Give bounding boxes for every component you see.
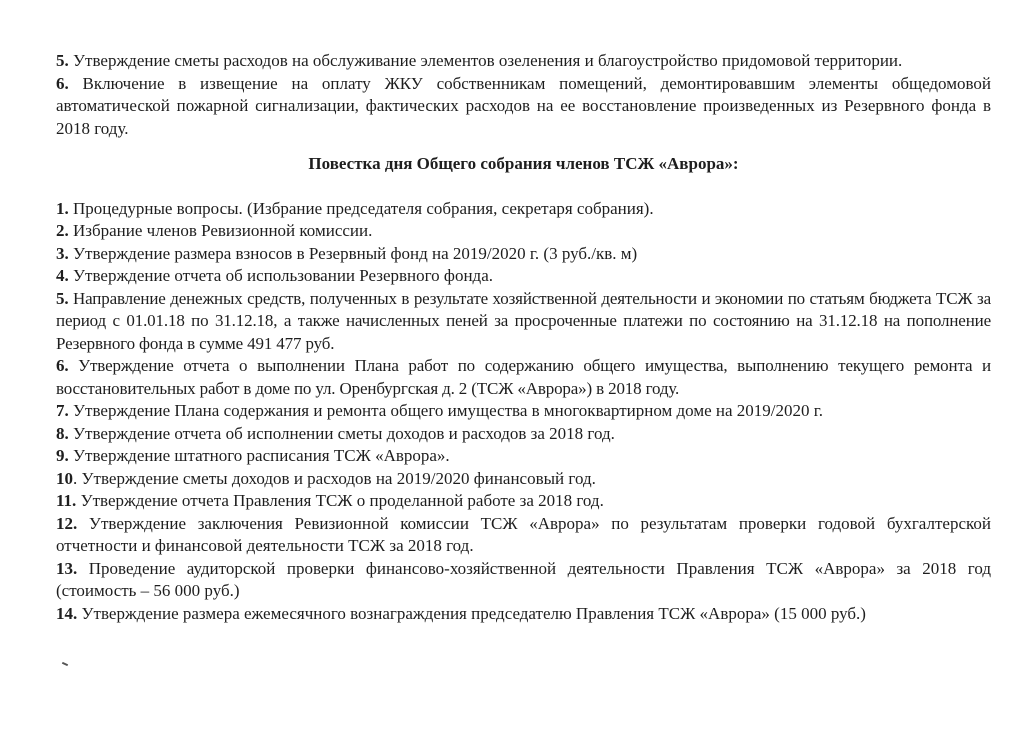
agenda-item-13 <box>56 558 991 603</box>
item-text: Утверждение отчета об использовании Резервного фонда. <box>68 266 493 285</box>
agenda-item-10 <box>56 468 991 491</box>
item-number: 5. <box>56 51 69 70</box>
item-number: 10 <box>56 468 73 488</box>
item-number: 5. <box>56 288 69 308</box>
item-number: 3. <box>56 243 69 263</box>
agenda-item-5 <box>56 288 991 356</box>
item-text: Утверждение сметы расходов на обслуживание элементов озеленения и благоустройство придомовой территории. <box>68 51 903 70</box>
item-text: Утверждение отчета Правления ТСЖ о проделанной работе за 2018 год. <box>76 491 604 510</box>
item-text: Проведение аудиторской проверки финансово-хозяйственной деятельности Правления ТСЖ «Аврора» за 2018 год (стоимость – 56 000 руб.) <box>56 558 991 600</box>
agenda-item-12 <box>56 513 991 558</box>
item-number: 12. <box>56 513 78 533</box>
item-text: Утверждение штатного расписания ТСЖ «Аврора». <box>68 446 450 465</box>
item-number: 11. <box>56 491 77 510</box>
agenda-item-4 <box>56 265 991 288</box>
item-text: Направление денежных средств, полученных в результате хозяйственной деятельности и экономии по статьям бюджета ТСЖ за период с 01.01.18 по 31.12.18, а также начисленных пеней за просроченные платежи по состоянию на 31.12.18 на пополнение Резервного фонда в сумме 491 477 руб. <box>56 288 991 353</box>
item-text: Избрание членов Ревизионной комиссии. <box>68 221 373 240</box>
agenda-item-7 <box>56 400 991 423</box>
item-text: Включение в извещение на оплату ЖКУ собственникам помещений, демонтировавшим элементы общедомовой автоматической пожарной сигнализации, фактических расходов на ее восстановление произведенных из Резервного фонда в 2018 году. <box>56 73 991 138</box>
agenda-item-8 <box>56 423 991 446</box>
item-text: Утверждение отчета об исполнении сметы доходов и расходов за 2018 год. <box>68 423 615 443</box>
scan-speck-mark <box>62 662 68 666</box>
item-text: Утверждение размера ежемесячного вознаграждения председателю Правления ТСЖ «Аврора» (15 000 руб.) <box>77 603 866 623</box>
item-number: 8. <box>56 423 69 443</box>
agenda-item-9 <box>56 445 991 468</box>
item-number: 6. <box>56 356 69 375</box>
item-number: 6. <box>56 73 69 93</box>
agenda-item-2 <box>56 220 991 243</box>
item-text: Утверждение заключения Ревизионной комиссии ТСЖ «Аврора» по результатам проверки годовой бухгалтерской отчетности и финансовой деятельности ТСЖ за 2018 год. <box>56 513 991 555</box>
previous-item-5 <box>56 50 991 73</box>
item-number: 14. <box>56 603 78 623</box>
agenda-item-6 <box>56 355 991 400</box>
agenda-item-14 <box>56 603 991 626</box>
item-number: 9. <box>56 446 69 465</box>
agenda-heading: Повестка дня Общего собрания членов ТСЖ «Аврора»: <box>308 154 739 173</box>
document-page <box>56 50 991 625</box>
item-number: 7. <box>56 401 69 420</box>
agenda-item-3 <box>56 243 991 266</box>
item-text: Утверждение отчета о выполнении Плана работ по содержанию общего имущества, выполнению текущего ремонта и восстановительных работ в доме по ул. Оренбургская д. 2 (ТСЖ «Аврора») в 2018 году. <box>56 356 991 398</box>
item-number: 2. <box>56 221 69 240</box>
item-number: 13. <box>56 558 78 578</box>
item-number: 4. <box>56 266 69 285</box>
item-text: Утверждение размера взносов в Резервный фонд на 2019/2020 г. (3 руб./кв. м) <box>68 243 638 263</box>
item-number: 1. <box>56 198 69 218</box>
previous-item-6 <box>56 73 991 141</box>
agenda-item-11 <box>56 490 991 513</box>
item-text: . Утверждение сметы доходов и расходов на 2019/2020 финансовый год. <box>73 468 596 488</box>
item-text: Процедурные вопросы. (Избрание председателя собрания, секретаря собрания). <box>68 198 654 218</box>
item-text: Утверждение Плана содержания и ремонта общего имущества в многоквартирном доме на 2019/2020 г. <box>68 401 824 420</box>
agenda-item-1 <box>56 198 991 221</box>
